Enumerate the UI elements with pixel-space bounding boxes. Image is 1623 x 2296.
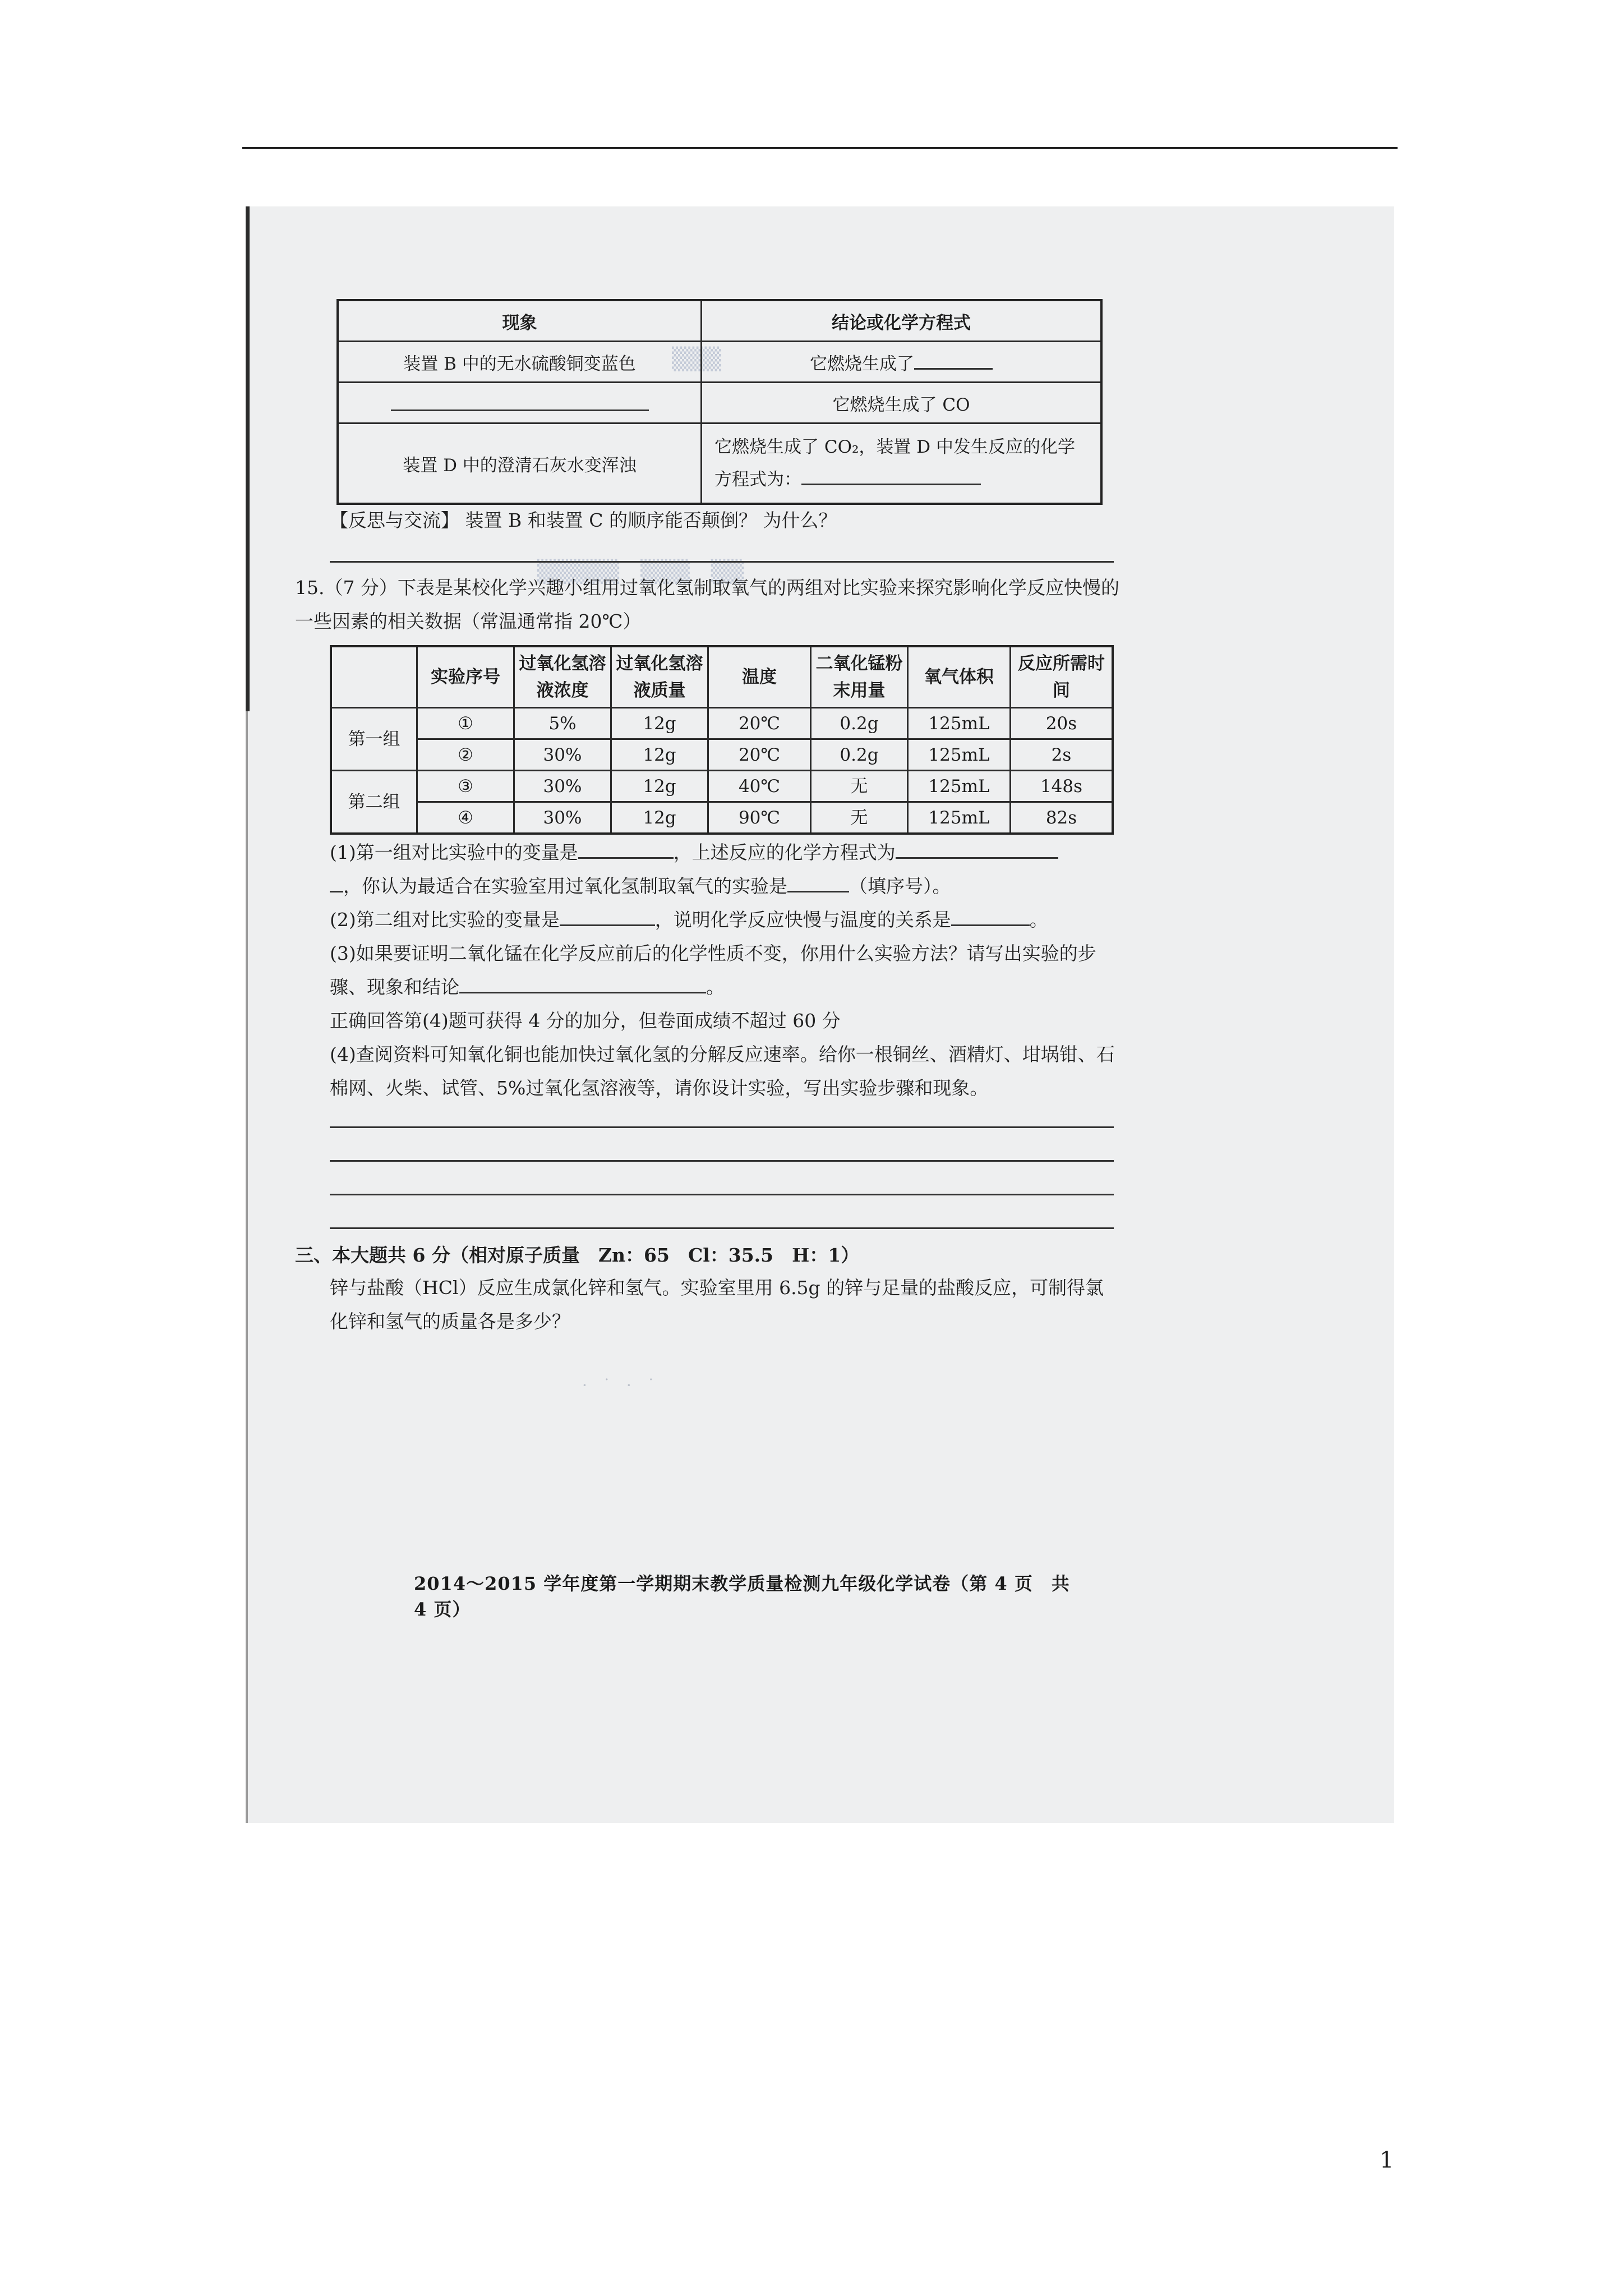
table-cell: 20℃	[708, 739, 811, 771]
bleed-through-mark: ▒▒▒	[672, 347, 721, 371]
table-cell: 90℃	[708, 802, 811, 834]
table-cell: 20s	[1011, 708, 1113, 739]
text: (1)第一组对比实验中的变量是	[330, 841, 578, 863]
table-cell: 125mL	[908, 739, 1011, 771]
table-header: 现象	[338, 300, 702, 342]
table-cell: ②	[417, 739, 514, 771]
answer-blank	[391, 390, 649, 411]
answer-blank	[330, 872, 343, 892]
table-cell: 装置 B 中的无水硫酸铜变蓝色	[338, 342, 702, 383]
table-cell: 30%	[514, 802, 611, 834]
table-cell: 它燃烧生成了 CO	[702, 383, 1102, 424]
scanned-exam-page	[246, 206, 1394, 1823]
table-cell: 30%	[514, 739, 611, 771]
answer-line	[330, 1160, 1114, 1162]
table-cell: 40℃	[708, 771, 811, 802]
question-15-part-1: (1)第一组对比实验中的变量是 ，上述反应的化学方程式为 ，你认为最适合在实验室用过氧化氢制取氧气的实验是 （填序号）。 (2)第二组对比实验的变量是 ，说明化学反应快慢与温度的关系是 。 (3)如果要证明二氧化锰在化学反应前后的化学性质不变，你用什么实验方法？请写出实验的步骤、现象和结论 。 正确回答第(4)题可获得 4 分的加分，但卷面成绩不超过 60 分 (4)查阅资料可知氧化铜也能加快过氧化氢的分解反应速率。给你一根铜丝、酒精灯、坩埚钳、石棉网、火柴、试管、5%过氧化氢溶液等，请你设计实验，写出实验步骤和现象。	[330, 836, 1115, 1105]
text: ，上述反应的化学方程式为	[673, 841, 896, 863]
scan-edge-shadow-lower	[246, 711, 248, 1823]
page-number: 1	[1380, 2147, 1394, 2173]
table-cell: 125mL	[908, 708, 1011, 739]
answer-blank	[578, 838, 674, 859]
table-cell	[338, 383, 702, 424]
table-header: 温度	[708, 646, 811, 708]
scan-speckle: · ˙ · ˙	[582, 1376, 655, 1395]
question-15-intro: 15.（7 分）下表是某校化学兴趣小组用过氧化氢制取氧气的两组对比实验来探究影响化学反应快慢的一些因素的相关数据（常温通常指 20℃）	[295, 577, 1119, 632]
table-cell: ③	[417, 771, 514, 802]
answer-line	[330, 1227, 1114, 1229]
answer-blank	[951, 905, 1030, 926]
section-3-question: 锌与盐酸（HCl）反应生成氯化锌和氢气。实验室里用 6.5g 的锌与足量的盐酸反应，可制得氯化锌和氢气的质量各是多少？	[330, 1277, 1104, 1332]
text: ，说明化学反应快慢与温度的关系是	[654, 909, 951, 931]
table-header: 过氧化氢溶液浓度	[514, 646, 611, 708]
table-cell: 20℃	[708, 708, 811, 739]
cell-text: 它燃烧生成了 CO₂，装置 D 中发生反应的化学方程式为：	[714, 437, 1075, 490]
cell-text: 它燃烧生成了	[810, 354, 914, 374]
group-label: 第二组	[331, 771, 417, 834]
table-row	[338, 300, 1101, 342]
text: (4)查阅资料可知氧化铜也能加快过氧化氢的分解反应速率。给你一根铜丝、酒精灯、坩埚钳、石棉网、火柴、试管、5%过氧化氢溶液等，请你设计实验，写出实验步骤和现象。	[330, 1043, 1115, 1099]
table-cell: 148s	[1011, 771, 1113, 802]
table-header: 二氧化锰粉末用量	[811, 646, 908, 708]
group-label: 第一组	[331, 708, 417, 771]
table-row	[331, 708, 1113, 739]
table-header: 反应所需时间	[1011, 646, 1113, 708]
exam-footer: 2014～2015 学年度第一学期期末教学质量检测九年级化学试卷（第 4 页 共 4 页）	[414, 1573, 1070, 1620]
table-row	[338, 424, 1101, 504]
reflection-question: 【反思与交流】 装置 B 和装置 C 的顺序能否颠倒？ 为什么？	[330, 509, 837, 531]
answer-blank	[560, 905, 655, 926]
table-cell: 0.2g	[811, 708, 908, 739]
bleed-through-mark: ▒▒▒▒▒ ▒▒▒ ▒▒	[537, 559, 744, 584]
table-cell	[702, 424, 1102, 504]
table-cell: 12g	[611, 739, 708, 771]
table-cell: 82s	[1011, 802, 1113, 834]
table-cell: 0.2g	[811, 739, 908, 771]
table-cell: 30%	[514, 771, 611, 802]
table-header: 氧气体积	[908, 646, 1011, 708]
table-row	[331, 646, 1113, 708]
table-row	[331, 739, 1113, 771]
answer-blank	[914, 349, 993, 370]
table-cell: 2s	[1011, 739, 1113, 771]
answer-blank	[787, 872, 849, 892]
answer-blank	[459, 973, 706, 993]
section-3-title: 三、本大题共 6 分（相对原子质量 Zn：65 Cl：35.5 H：1）	[295, 1244, 860, 1266]
table-cell: 5%	[514, 708, 611, 739]
bonus-note: 正确回答第(4)题可获得 4 分的加分，但卷面成绩不超过 60 分	[330, 1010, 841, 1032]
table-header: 结论或化学方程式	[702, 300, 1102, 342]
answer-line	[330, 1194, 1114, 1195]
table-row	[338, 342, 1101, 383]
table-cell: 12g	[611, 771, 708, 802]
table-row	[331, 802, 1113, 834]
answer-line	[330, 1126, 1114, 1128]
table-cell: 125mL	[908, 771, 1011, 802]
observation-table	[336, 299, 1103, 505]
table-cell	[702, 342, 1102, 383]
table-cell: 无	[811, 771, 908, 802]
table-cell: 12g	[611, 802, 708, 834]
scan-edge-shadow	[246, 206, 250, 711]
table-cell: 125mL	[908, 802, 1011, 834]
text: （填序号）。	[849, 875, 951, 897]
table-cell: ①	[417, 708, 514, 739]
table-cell: 装置 D 中的澄清石灰水变浑浊	[338, 424, 702, 504]
text: (3)如果要证明二氧化锰在化学反应前后的化学性质不变，你用什么实验方法？请写出实验的步骤、现象和结论	[330, 942, 1096, 998]
table-row	[338, 383, 1101, 424]
answer-line	[330, 561, 1114, 563]
answer-blank	[801, 464, 981, 485]
text: ，你认为最适合在实验室用过氧化氢制取氧气的实验是	[343, 875, 787, 897]
table-row	[331, 771, 1113, 802]
table-header: 实验序号	[417, 646, 514, 708]
experiment-data-table	[330, 645, 1114, 835]
answer-blank	[896, 838, 1058, 859]
table-cell: 12g	[611, 708, 708, 739]
table-cell: 无	[811, 802, 908, 834]
table-cell: ④	[417, 802, 514, 834]
table-header	[331, 646, 417, 708]
text: (2)第二组对比实验的变量是	[330, 909, 560, 931]
table-header: 过氧化氢溶液质量	[611, 646, 708, 708]
header-rule	[242, 147, 1398, 149]
